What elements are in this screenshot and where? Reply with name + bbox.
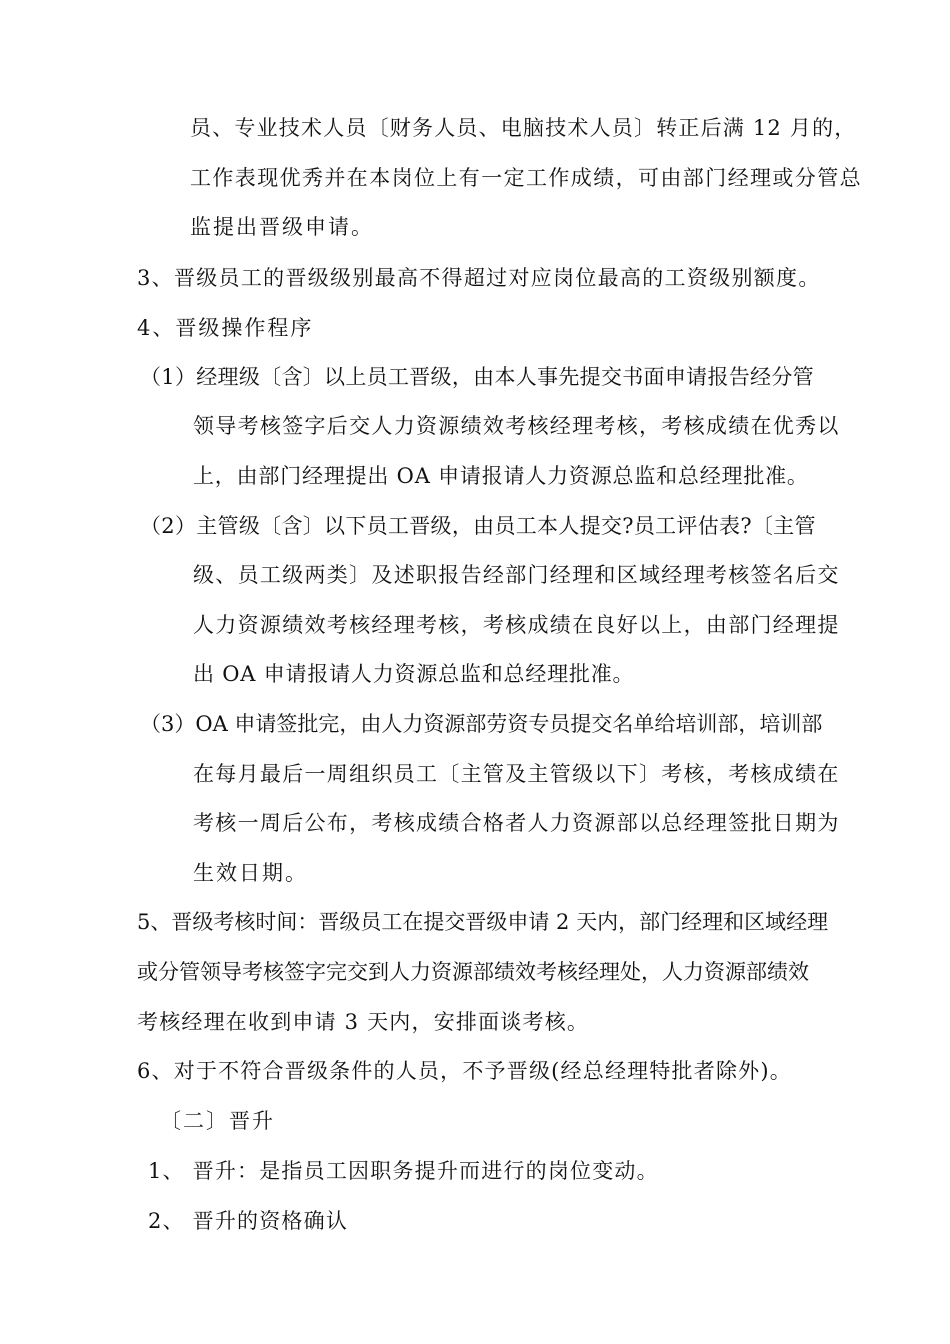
text-line: 考核一周后公布，考核成绩合格者人力资源部以总经理签批日期为 [193,811,840,835]
text-line: 4、晋级操作程序 [137,316,314,340]
text-line: 上，由部门经理提出 OA 申请报请人力资源总监和总经理批准。 [193,464,809,488]
text-line: 监提出晋级申请。 [190,215,374,239]
text-line: 工作表现优秀并在本岗位上有一定工作成绩，可由部门经理或分管总 [190,166,862,190]
text-line: 生效日期。 [193,861,308,885]
text-line: 或分管领导考核签字完交到人力资源部绩效考核经理处，人力资源部绩效 [137,960,809,984]
text-line: 员、专业技术人员〔财务人员、电脑技术人员〕转正后满 12 月的， [190,116,857,140]
text-line: 级、员工级两类〕及述职报告经部门经理和区域经理考核签名后交 [193,563,840,587]
text-line: 3、晋级员工的晋级级别最高不得超过对应岗位最高的工资级别额度。 [137,266,821,290]
text-line: 5、晋级考核时间：晋级员工在提交晋级申请 2 天内，部门经理和区域经理 [137,910,829,934]
text-line: （3）OA 申请签批完，由人力资源部劳资专员提交名单给培训部，培训部 [140,712,823,736]
text-line: 2、 晋升的资格确认 [148,1209,349,1233]
section-heading: 〔二〕晋升 [160,1109,275,1133]
text-line: 人力资源绩效考核经理考核，考核成绩在良好以上，由部门经理提 [193,613,840,637]
text-line: 1、 晋升：是指员工因职务提升而进行的岗位变动。 [148,1159,659,1183]
text-line: （1）经理级〔含〕以上员工晋级，由本人事先提交书面申请报告经分管 [140,365,814,389]
text-line: 领导考核签字后交人力资源绩效考核经理考核，考核成绩在优秀以 [193,414,840,438]
text-line: （2）主管级〔含〕以下员工晋级，由员工本人提交?员工评估表?〔主管 [140,514,816,538]
text-line: 在每月最后一周组织员工〔主管及主管级以下〕考核，考核成绩在 [193,762,840,786]
text-line: 考核经理在收到申请 3 天内，安排面谈考核。 [137,1010,590,1034]
text-line: 6、对于不符合晋级条件的人员，不予晋级(经总经理特批者除外)。 [137,1059,792,1083]
text-line: 出 OA 申请报请人力资源总监和总经理批准。 [193,662,635,686]
